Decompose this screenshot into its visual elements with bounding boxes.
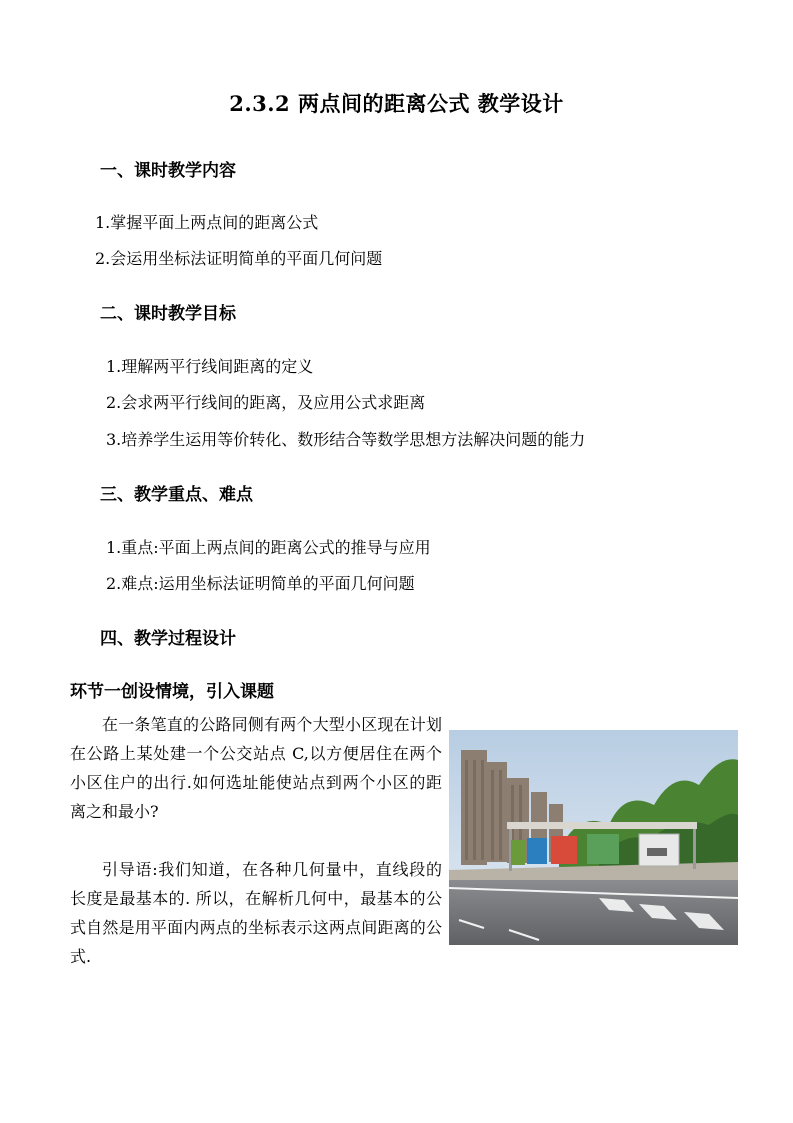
bus-stop-photo <box>449 730 738 945</box>
scenario-paragraph: 在一条笔直的公路同侧有两个大型小区现在计划在公路上某处建一个公交站点 C,以方便居住在两个小区住户的出行.如何选址能使站点到两个小区的距离之和最小? <box>70 715 442 821</box>
goal-item-2: 2.会求两平行线间的距离，及应用公式求距离 <box>106 393 426 412</box>
keypoint-item-1: 1.重点:平面上两点间的距离公式的推导与应用 <box>106 538 431 557</box>
content-item-2: 2.会运用坐标法证明简单的平面几何问题 <box>95 249 383 268</box>
goal-item-3: 3.培养学生运用等价转化、数形结合等数学思想方法解决问题的能力 <box>106 430 586 449</box>
goal-item-1: 1.理解两平行线间距离的定义 <box>106 357 314 376</box>
section-heading-keypoints: 三、教学重点、难点 <box>100 485 253 505</box>
section-heading-process: 四、教学过程设计 <box>100 629 236 649</box>
keypoint-item-2: 2.难点:运用坐标法证明简单的平面几何问题 <box>106 574 415 593</box>
bus-stop-illustration <box>449 730 738 945</box>
page-title: 2.3.2 两点间的距离公式 教学设计 <box>229 91 564 116</box>
step-heading: 环节一创设情境，引入课题 <box>70 682 274 702</box>
section-heading-goals: 二、课时教学目标 <box>100 304 236 324</box>
content-item-1: 1.掌握平面上两点间的距离公式 <box>95 213 319 232</box>
section-heading-content: 一、课时教学内容 <box>100 161 236 181</box>
guide-paragraph: 引导语:我们知道，在各种几何量中，直线段的长度是最基本的. 所以，在解析几何中，最基本的公式自然是用平面内两点的坐标表示这两点间距离的公式. <box>70 860 442 966</box>
